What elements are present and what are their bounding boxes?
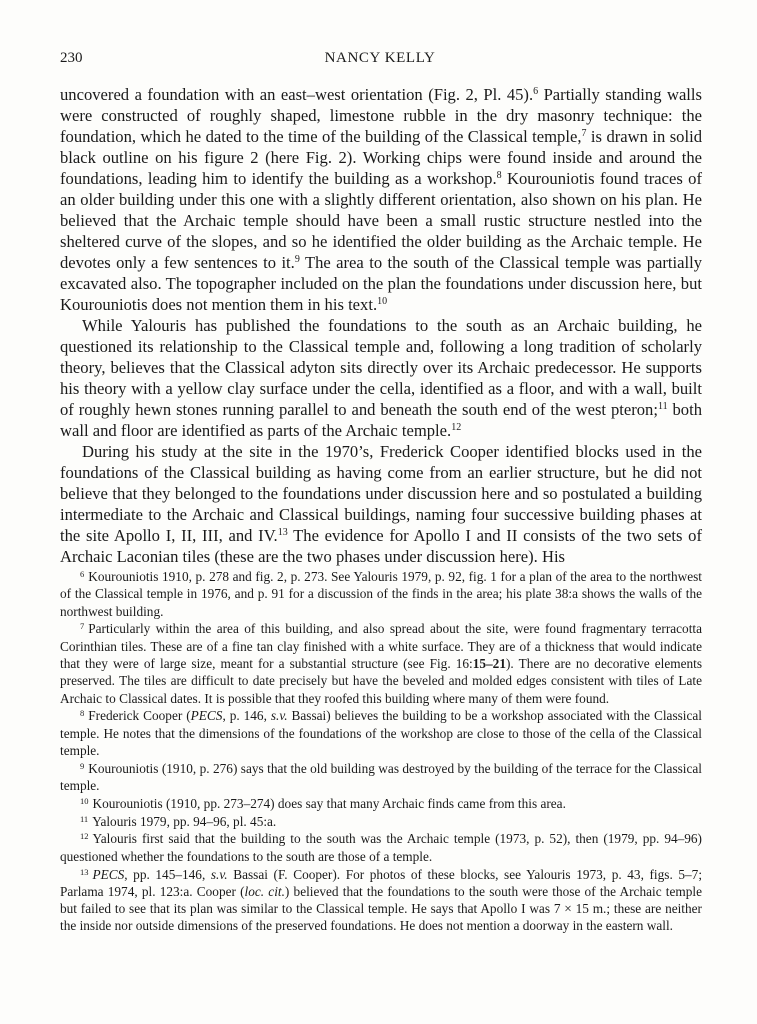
text-run: Particularly within the area of this building, and also spread about the site, were found fragmentary terracotta Corinthian tiles. These are of a fine tan clay finished with a white surface. They are of a thickness that would indicate that they were of large size, meant for a substantial structure (see Fig. 16: xyxy=(60,621,702,671)
footnote-ref: 10 xyxy=(377,296,388,307)
text-run: ). There are no decorative elements preserved. The tiles are difficult to date precisely but have the beveled and molded edges consistent with tiles of Late Archaic to Classical dates. It is possible that they roofed this building where many of them were found. xyxy=(60,655,703,706)
text-run: , p. 146, xyxy=(222,708,271,724)
text-run: Frederick Cooper ( xyxy=(88,708,191,724)
text-run: is drawn in solid black outline on his figure 2 (here Fig. 2). Working chips were found inside and around the foundations, leading him to identify the building as a workshop. xyxy=(60,127,702,188)
text-run: both wall and floor are identified as parts of the Archaic temple. xyxy=(60,400,702,440)
text-run: While Yalouris has published the foundations to the south as an Archaic building, he questioned its relationship to the Classical temple and, following a long tradition of scholarly theory, believes that the Classical adyton sits directly over its Archaic predecessor. He supports his theory with a yellow clay surface under the cella, identified as a floor, and with a wall, built of roughly hewn stones running parallel to and beneath the south end of the west pteron; xyxy=(60,316,702,419)
italic-text: s.v. xyxy=(270,708,288,724)
text-run: The evidence for Apollo I and II consists of the two sets of Archaic Laconian tiles (these are the two phases under discussion here). His xyxy=(60,526,702,566)
footnote xyxy=(60,813,702,830)
footnote xyxy=(60,760,702,795)
footnote-ref: 11 xyxy=(657,401,668,412)
text-run: Kourouniotis (1910, p. 276) says that the old building was destroyed by the building of the terrace for the Classical temple. xyxy=(60,760,702,794)
text-run: Kourouniotis (1910, pp. 273–274) does say that many Archaic finds came from this area. xyxy=(92,795,566,811)
footnote-ref: 13 xyxy=(277,527,288,538)
text-run: During his study at the site in the 1970’s, Frederick Cooper identified blocks used in the foundations of the Classical building as having come from an earlier structure, but he did not believe that they belonged to the foundations under discussion here and so postulated a building intermediate to the Archaic and Classical buildings, naming four successive building phases at the site Apollo I, II, III, and IV. xyxy=(60,442,702,545)
text-run: Kourouniotis found traces of an older building under this one with a slightly different orientation, also shown on his plan. He believed that the Archaic temple should have been a small rustic structure nestled into the sheltered curve of the slopes, and so he identified the older building as the Archaic temple. He devotes only a few sentences to it. xyxy=(60,169,702,272)
running-head: NANCY KELLY xyxy=(324,50,436,66)
page-number: 230 xyxy=(60,50,83,66)
footnote-number: 7 xyxy=(80,621,85,632)
main-text xyxy=(60,84,702,567)
footnote-number: 12 xyxy=(80,831,89,842)
text-run: ) believed that the foundations to the south were those of the Archaic temple but failed to see that its plan was similar to the Classical temple. He says that Apollo I was 7 × 15 m.; these are neither the inside nor outside dimensions of the preserved foundations. He does not mention a doorway in the eastern wall. xyxy=(60,883,702,934)
text-run: Bassai) believes the building to be a workshop associated with the Classical temple. He notes that the dimensions of the foundations of the workshop are close to those of the cella of the Classical temple. xyxy=(60,708,702,758)
footnote xyxy=(60,795,702,812)
footnote xyxy=(60,866,702,935)
italic-text: loc. cit. xyxy=(244,883,285,899)
footnote-number: 10 xyxy=(80,795,89,806)
footnote-number: 9 xyxy=(80,760,85,771)
text-run: , pp. 145–146, xyxy=(124,866,211,882)
footnote-number: 8 xyxy=(80,708,85,719)
footnote-ref: 8 xyxy=(496,170,502,181)
text-run: Yalouris 1979, pp. 94–96, pl. 45:a. xyxy=(92,813,277,829)
text-run: Partially standing walls were constructed of roughly shaped, limestone rubble in the dry masonry technique: the foundation, which he dated to the time of the building of the Classical temple, xyxy=(60,85,702,146)
page-header xyxy=(60,50,700,72)
footnote xyxy=(60,707,702,759)
italic-text: PECS xyxy=(190,708,223,724)
text-run: Kourouniotis 1910, p. 278 and fig. 2, p. 273. See Yalouris 1979, p. 92, fig. 1 for a plan of the area to the northwest of the Classical temple in 1976, and p. 91 for a discussion of the finds in the area; his plate 38:a shows the walls of the northwest building. xyxy=(60,569,702,619)
italic-text: s.v. xyxy=(210,866,228,882)
footnote-ref: 7 xyxy=(581,128,587,139)
footnote xyxy=(60,830,702,865)
text-run: Yalouris first said that the building to the south was the Archaic temple (1973, p. 52), then (1979, pp. 94–96) questioned whether the foundations to the south are those of a temple. xyxy=(60,831,702,864)
footnotes xyxy=(60,568,702,935)
footnote xyxy=(60,620,702,706)
footnote-number: 11 xyxy=(80,813,89,824)
footnote-ref: 9 xyxy=(294,254,300,265)
footnote-ref: 12 xyxy=(451,422,462,433)
footnote-number: 13 xyxy=(80,866,89,877)
paragraph xyxy=(60,84,702,315)
text-run: Bassai (F. Cooper). For photos of these blocks, see Yalouris 1973, p. 43, figs. 5–7; Parlama 1974, pl. 123:a. Cooper ( xyxy=(60,866,703,899)
text-run: uncovered a foundation with an east–west orientation (Fig. 2, Pl. 45). xyxy=(60,85,534,104)
bold-text: 15–21 xyxy=(472,655,506,671)
paragraph xyxy=(60,441,702,567)
paragraph xyxy=(60,315,702,441)
footnote-ref: 6 xyxy=(533,86,539,97)
footnote-number: 6 xyxy=(80,569,85,579)
text-run: The area to the south of the Classical temple was partially excavated also. The topographer included on the plan the foundations under discussion here, but Kourouniotis does not mention them in his text. xyxy=(60,253,702,314)
footnote xyxy=(60,568,702,620)
italic-text: PECS xyxy=(92,866,125,882)
